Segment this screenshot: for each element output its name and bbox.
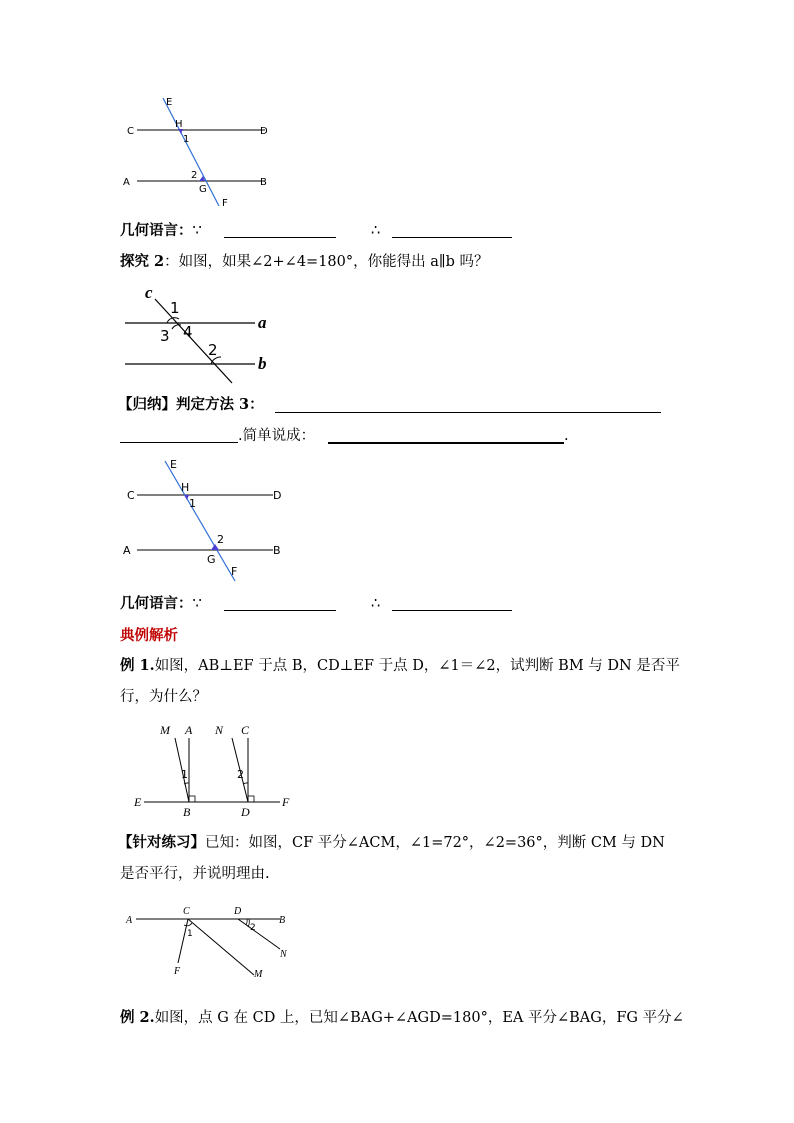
label-D: D [260, 126, 268, 137]
induction-simple-label: .简单说成： [238, 428, 316, 444]
example-2-line [120, 1008, 684, 1028]
induction-heading [118, 395, 264, 415]
label-C: C [241, 723, 250, 737]
induction-bracket: 【归纳】 [118, 396, 176, 413]
label-M: M [254, 969, 263, 980]
label-E: E [134, 795, 142, 809]
label-2: 2 [217, 533, 224, 546]
figure-perpendicular-lines [130, 718, 300, 818]
answer-blank[interactable] [328, 428, 564, 444]
label-C: C [183, 906, 190, 917]
explore-2-text: ：如图，如果∠2+∠4=180°，你能得出 a∥b 吗？ [164, 254, 489, 270]
label-b: b [258, 354, 267, 373]
label-F: F [174, 966, 181, 977]
label-1: 1 [183, 134, 190, 145]
answer-blank[interactable] [224, 596, 336, 611]
label-4: 4 [183, 323, 193, 341]
geometry-language-row-2 [120, 594, 202, 614]
geometry-language-label: 几何语言： [120, 595, 193, 612]
explore-2-question [120, 252, 488, 272]
explore-2-label: 探究 2 [120, 253, 165, 270]
practice-line-2: 是否平行，并说明理由. [120, 866, 270, 882]
label-E: E [170, 458, 177, 471]
label-N: N [280, 949, 287, 960]
label-B: B [273, 544, 281, 557]
answer-blank[interactable] [392, 223, 512, 238]
label-H: H [181, 481, 190, 494]
practice-text: 已知：如图，CF 平分∠ACM，∠1=72°，∠2=36°，判断 CM 与 DN [205, 835, 665, 851]
label-F: F [231, 565, 238, 578]
label-F: F [222, 198, 228, 209]
label-D: D [273, 489, 282, 502]
figure-parallel-lines-2 [115, 283, 280, 385]
label-2: 2 [191, 170, 198, 181]
figure-parallel-lines-3 [115, 455, 295, 583]
label-c: c [145, 283, 153, 302]
because-symbol: ∵ [192, 223, 202, 239]
label-2: 2 [208, 341, 218, 359]
label-F: F [282, 795, 290, 809]
section-title: 典例解析 [120, 627, 178, 644]
answer-blank[interactable] [392, 596, 512, 611]
therefore-symbol: ∴ [371, 596, 381, 612]
induction-method: 判定方法 3： [176, 396, 264, 413]
label-A: A [126, 915, 133, 926]
geometry-language-label: 几何语言： [120, 222, 193, 239]
answer-blank[interactable] [275, 398, 661, 413]
practice-line-1 [118, 833, 665, 853]
label-D: D [234, 906, 242, 917]
example-1-line-2: 行，为什么？ [120, 689, 207, 705]
label-3: 3 [160, 327, 170, 345]
label-C: C [127, 126, 134, 137]
label-M: M [160, 723, 170, 737]
label-B: B [260, 177, 267, 188]
because-symbol: ∵ [192, 596, 202, 612]
figure-angle-bisector [120, 903, 300, 985]
answer-blank[interactable] [120, 428, 238, 443]
label-C: C [127, 489, 135, 502]
label-G: G [207, 553, 216, 566]
answer-blank[interactable] [224, 223, 336, 238]
therefore-symbol: ∴ [371, 223, 381, 239]
label-G: G [199, 184, 207, 195]
example-2-text: 如图，点 G 在 CD 上，已知∠BAG+∠AGD=180°，EA 平分∠BAG，FG 平分∠ [154, 1010, 684, 1026]
label-A: A [185, 723, 193, 737]
label-N: N [215, 723, 224, 737]
label-1: 1 [170, 299, 180, 317]
label-1: 1 [181, 768, 188, 781]
label-2: 2 [237, 768, 244, 781]
geometry-language-row-1 [120, 221, 202, 241]
practice-bracket: 【针对练习】 [118, 834, 205, 851]
label-E: E [166, 97, 173, 108]
label-1: 1 [189, 497, 196, 510]
label-B: B [279, 915, 286, 926]
label-H: H [175, 119, 183, 130]
label-2: 2 [250, 923, 256, 933]
label-a: a [258, 313, 267, 332]
example-1-text: 如图，AB⊥EF 于点 B，CD⊥EF 于点 D，∠1＝∠2，试判断 BM 与 DN 是否平 [154, 658, 680, 674]
label-D: D [241, 805, 250, 818]
example-1-line-1 [120, 656, 680, 676]
example-1-label: 例 1. [120, 657, 155, 674]
label-A: A [123, 544, 131, 557]
figure-parallel-lines-1 [115, 92, 285, 210]
example-2-label: 例 2. [120, 1009, 155, 1026]
label-B: B [183, 805, 191, 818]
induction-end: . [564, 428, 569, 444]
label-A: A [123, 177, 130, 188]
label-1: 1 [187, 929, 193, 939]
